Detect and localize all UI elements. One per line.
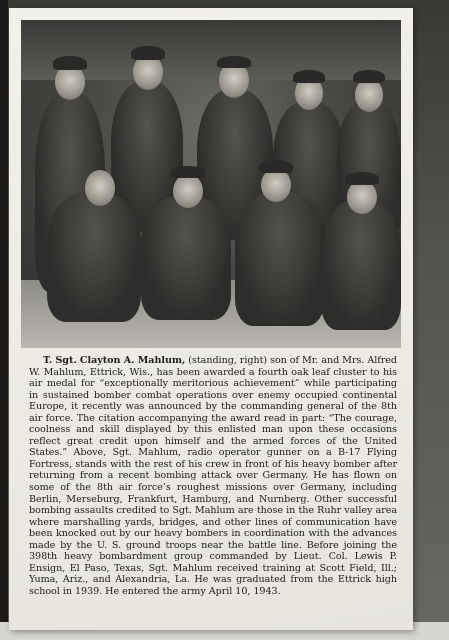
photo-caption	[29, 355, 397, 597]
caption-body: (standing, right) son of Mr. and Mrs. Alfred W. Mahlum, Ettrick, Wis., has been awarded a fourth oak leaf cluster to his air medal for “exceptionally meritorious achievement” while participating in sustained bomber combat operations over enemy occupied continental Europe, it recently was announced by the commanding general of the 8th air force. The citation accompanying the award read in part: “The courage, coolness and skill displayed by this enlisted man upon these occasions reflect great credit upon himself and the armed forces of the United States.” Above, Sgt. Mahlum, radio operator gunner on a B-17 Flying Fortress, stands with the rest of his crew in front of his heavy bomber after returning from a recent bombing attack over Germany. He has flown on some of the 8th air force’s roughest missions over Germany, including Berlin, Merseburg, Frankfurt, Hamburg, and Nurnberg. Other successful bombing assaults credited to Sgt. Mahlum are those in the Ruhr valley area where marshalling yards, bridges, and other lines of communication have been knocked out by our heavy bombers in coordination with the advances made by the U. S. ground troops near the battle line. Before joining the 398th heavy bombardment group commanded by Lieut. Col. Lewis P. Ensign, El Paso, Texas, Sgt. Mahlum received training at Scott Field, Ill.; Yuma, Ariz., and Alexandria, La. He was graduated from the Ettrick high school in 1939. He entered the army April 10, 1943.	[29, 355, 397, 597]
crew-photo	[21, 20, 401, 348]
album-edge-shadow	[0, 0, 8, 640]
kneeling-crewman-4-head	[347, 180, 377, 214]
kneeling-crewman-4	[321, 200, 401, 330]
standing-crewman-1-cap	[53, 56, 87, 70]
standing-crewman-5-cap	[353, 70, 385, 83]
kneeling-crewman-2-head	[173, 174, 203, 208]
kneeling-crewman-3-head	[261, 168, 291, 202]
kneeling-crewman-3	[235, 192, 325, 326]
caption-name: T. Sgt. Clayton A. Mahlum,	[43, 355, 186, 366]
kneeling-crewman-1	[47, 192, 141, 322]
newspaper-clipping	[9, 8, 413, 630]
kneeling-crewman-1-head	[85, 170, 115, 206]
standing-crewman-5-head	[355, 78, 383, 112]
standing-crewman-2-cap	[131, 46, 165, 60]
kneeling-crewman-3-cap	[259, 160, 293, 173]
kneeling-crewman-2	[141, 196, 231, 320]
standing-crewman-4-cap	[293, 70, 325, 83]
kneeling-crewman-4-cap	[345, 172, 379, 185]
standing-crewman-3-cap	[217, 56, 251, 68]
kneeling-crewman-2-cap	[171, 166, 205, 178]
